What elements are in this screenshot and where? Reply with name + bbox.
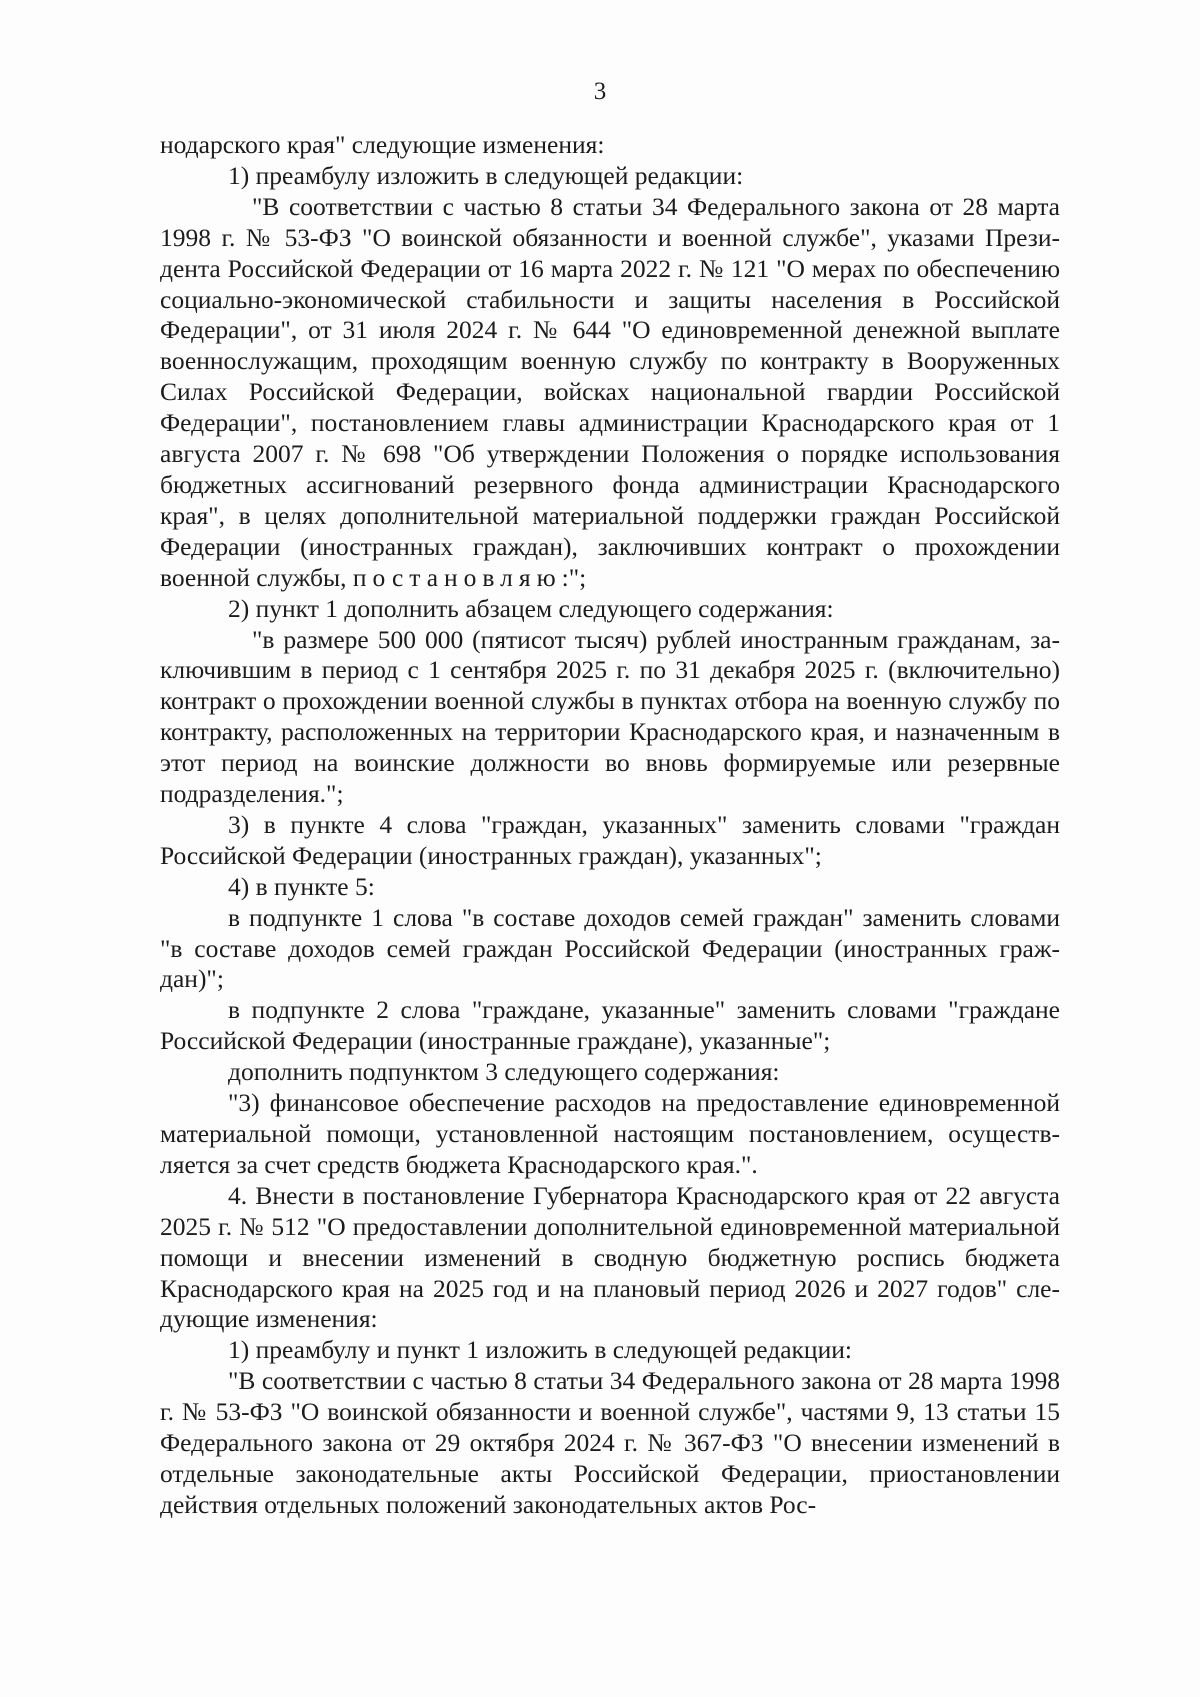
page-number: 3 bbox=[593, 78, 607, 105]
paragraph: в подпункте 2 слова "граждане, указанные" заменить словами "граждане Российской Федерации (иностранные граждане), указанные"; bbox=[160, 995, 1060, 1056]
paragraph: 4) в пункте 5: bbox=[228, 871, 375, 901]
paragraph: в подпункте 1 слова "в составе доходов семей граждан" заменить словами "в составе доходов семей граждан Российской Федерации (иностранных граждан)"; bbox=[160, 902, 1060, 994]
paragraph: 1) преамбулу изложить в следующей редакции: bbox=[228, 160, 744, 190]
paragraph: 3) в пункте 4 слова "граждан, указанных" заменить словами "граждан Российской Федерации (иностранных граждан), указанных"; bbox=[160, 809, 1060, 870]
paragraph bbox=[160, 192, 1060, 594]
spaced-word: постановляю bbox=[352, 562, 562, 592]
paragraph-text: "В соответствии с частью 8 статьи 34 Федерального закона от 28 марта 1998 г. № 53-ФЗ "О воинской обязанности и военной службе", указами Президента Российской Федерации от 16 марта 2022 г. № 121 "О мерах по обеспечению социально-экономической стабильности и защиты населения в Российской Федерации", от 31 июля 2024 г. № 644 "О единовременной денежной выплате военнослужащим, проходящим военную службу по контракту в Вооруженных Силах Российской Федерации, войсках национальной гвардии Российской Федерации", постановлением главы администрации Краснодарского края от 1 августа 2007 г. № 698 "Об утверждении Положения о порядке использования бюджетных ассигнований резервного фонда администрации Краснодарского края", в целях дополнительной материальной поддержки граждан Российской Федерации (иностранных граждан), заключивших контракт о прохождении военной службы, bbox=[160, 191, 1060, 592]
paragraph: "в размере 500 000 (пятисот тысяч) рублей иностранным гражданам, заключившим в период с 1 сентября 2025 г. по 31 декабря 2025 г. (включительно) контракт о прохождении военной службы в пунктах отбора на военную службу по контракту, расположенных на территории Краснодарского края, и назначенным в этот период на воинские должности во вновь формируемые или резервные подразделения."; bbox=[160, 624, 1060, 809]
paragraph-tail: :"; bbox=[561, 562, 587, 592]
paragraph: нодарского края" следующие изменения: bbox=[160, 130, 605, 159]
paragraph: 2) пункт 1 дополнить абзацем следующего содержания: bbox=[228, 593, 834, 623]
document-body bbox=[160, 130, 1060, 1521]
paragraph: 1) преамбулу и пункт 1 изложить в следующей редакции: bbox=[228, 1335, 852, 1365]
paragraph: "3) финансовое обеспечение расходов на предоставление единовременной материальной помощи, установленной настоящим постановлением, осуществляется за счет средств бюджета Краснодарского края.". bbox=[160, 1088, 1060, 1179]
paragraph: "В соответствии с частью 8 статьи 34 Федерального закона от 28 марта 1998 г. № 53-ФЗ "О воинской обязанности и военной службе", частями 9, 13 статьи 15 Федерального закона от 29 октября 2024 г. № 367-ФЗ "О внесении изменений в отдельные законодательные акты Российской Федерации, приостановлении действия отдельных положений законодательных актов Рос- bbox=[160, 1366, 1060, 1519]
paragraph: дополнить подпунктом 3 следующего содержания: bbox=[228, 1057, 780, 1087]
paragraph: 4. Внести в постановление Губернатора Краснодарского края от 22 августа 2025 г. № 512 "О предоставлении дополнительной единовременной материальной помощи и внесении изменений в сводную бюджетную роспись бюджета Краснодарского края на 2025 год и на плановый период 2026 и 2027 годов" следующие изменения: bbox=[160, 1180, 1060, 1334]
